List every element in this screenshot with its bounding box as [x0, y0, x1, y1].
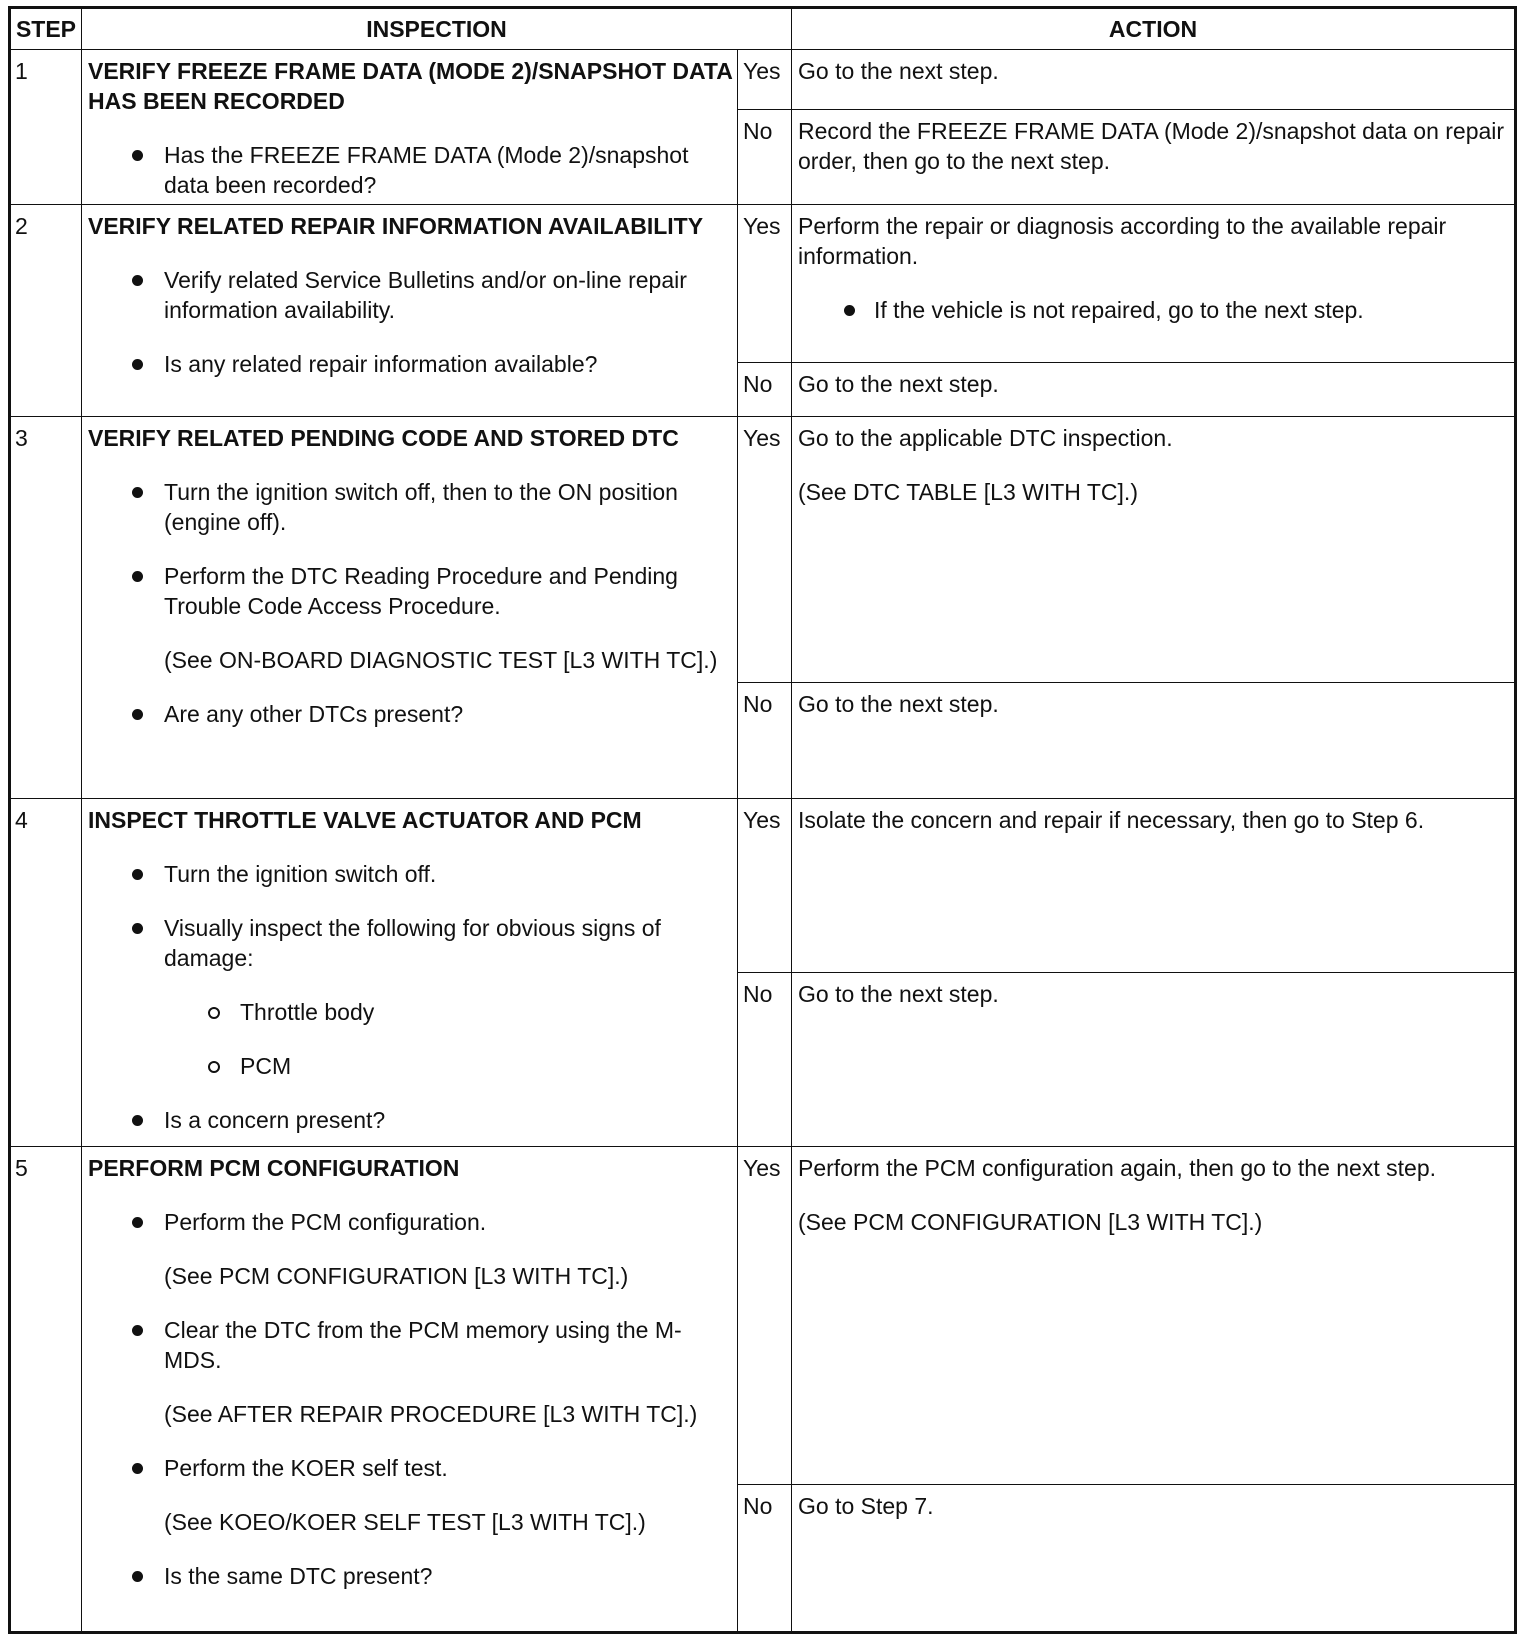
step-title: VERIFY RELATED PENDING CODE AND STORED DTC: [88, 425, 679, 451]
no-label: No: [738, 363, 792, 417]
yes-label: Yes: [738, 205, 792, 363]
yes-action-cell: [792, 417, 1516, 683]
step-5-inspection: [82, 1147, 738, 1633]
yes-action-note: (See PCM CONFIGURATION [L3 WITH TC].): [798, 1209, 1263, 1235]
yes-action-cell: [792, 205, 1516, 363]
no-label: No: [738, 109, 792, 204]
no-action: Go to the next step.: [792, 363, 1516, 417]
step-number: 2: [10, 205, 82, 417]
step-3-inspection: [82, 417, 738, 799]
no-label: No: [738, 973, 792, 1147]
step-number: 5: [10, 1147, 82, 1633]
step-4-yes-row: [10, 799, 1516, 973]
yes-action-note: (See DTC TABLE [L3 WITH TC].): [798, 479, 1138, 505]
inspection-bullet: Turn the ignition switch off.: [88, 859, 732, 889]
step-title: INSPECT THROTTLE VALVE ACTUATOR AND PCM: [88, 807, 642, 833]
step-number: 3: [10, 417, 82, 799]
header-inspection: INSPECTION: [82, 8, 792, 50]
yes-action: Perform the repair or diagnosis according to the available repair information.: [798, 213, 1447, 269]
diagnostic-procedure-table: [8, 6, 1517, 1634]
step-title: PERFORM PCM CONFIGURATION: [88, 1155, 460, 1181]
inspection-note: (See KOEO/KOER SELF TEST [L3 WITH TC].): [164, 1509, 646, 1535]
inspection-bullet: Perform the DTC Reading Procedure and Pending Trouble Code Access Procedure.: [88, 561, 732, 621]
no-action: Record the FREEZE FRAME DATA (Mode 2)/snapshot data on repair order, then go to the next step.: [792, 109, 1516, 204]
header-action: ACTION: [792, 8, 1516, 50]
yes-label: Yes: [738, 417, 792, 683]
step-1-yes-row: [10, 50, 1516, 110]
header-step: STEP: [10, 8, 82, 50]
step-3-yes-row: [10, 417, 1516, 683]
yes-action: Go to the next step.: [792, 50, 1516, 110]
no-action: Go to the next step.: [792, 973, 1516, 1147]
inspection-sub-item: PCM: [88, 1051, 732, 1081]
inspection-note: (See AFTER REPAIR PROCEDURE [L3 WITH TC].): [164, 1401, 698, 1427]
yes-label: Yes: [738, 1147, 792, 1485]
step-2-yes-row: [10, 205, 1516, 363]
step-4-inspection: [82, 799, 738, 1147]
inspection-bullet: Visually inspect the following for obvious signs of damage:: [88, 913, 732, 973]
no-label: No: [738, 1485, 792, 1633]
no-label: No: [738, 683, 792, 799]
inspection-bullet: Is any related repair information available?: [88, 349, 732, 379]
inspection-note: (See ON-BOARD DIAGNOSTIC TEST [L3 WITH TC].): [164, 647, 718, 673]
step-number: 1: [10, 50, 82, 205]
inspection-bullet: Is the same DTC present?: [88, 1561, 732, 1591]
no-action: Go to Step 7.: [792, 1485, 1516, 1633]
step-2-inspection: [82, 205, 738, 417]
yes-action-cell: [792, 1147, 1516, 1485]
inspection-note: (See PCM CONFIGURATION [L3 WITH TC].): [164, 1263, 629, 1289]
step-5-yes-row: [10, 1147, 1516, 1485]
step-title: VERIFY RELATED REPAIR INFORMATION AVAILABILITY: [88, 213, 704, 239]
inspection-bullet: Perform the PCM configuration.: [88, 1207, 732, 1237]
inspection-bullet: Is a concern present?: [88, 1105, 732, 1135]
yes-action: Perform the PCM configuration again, then go to the next step.: [798, 1155, 1436, 1181]
inspection-bullet: Perform the KOER self test.: [88, 1453, 732, 1483]
inspection-bullet: Has the FREEZE FRAME DATA (Mode 2)/snapshot data been recorded?: [88, 140, 732, 200]
inspection-sub-item: Throttle body: [88, 997, 732, 1027]
inspection-bullet: Turn the ignition switch off, then to the ON position (engine off).: [88, 477, 732, 537]
step-1-inspection: [82, 50, 738, 205]
header-row: [10, 8, 1516, 50]
no-action: Go to the next step.: [792, 683, 1516, 799]
inspection-bullet: Verify related Service Bulletins and/or on-line repair information availability.: [88, 265, 732, 325]
yes-action: Isolate the concern and repair if necessary, then go to Step 6.: [792, 799, 1516, 973]
step-number: 4: [10, 799, 82, 1147]
action-bullet: If the vehicle is not repaired, go to the next step.: [798, 295, 1509, 325]
yes-action: Go to the applicable DTC inspection.: [798, 425, 1173, 451]
yes-label: Yes: [738, 50, 792, 110]
inspection-bullet: Clear the DTC from the PCM memory using the M-MDS.: [88, 1315, 732, 1375]
step-title: VERIFY FREEZE FRAME DATA (MODE 2)/SNAPSHOT DATA HAS BEEN RECORDED: [88, 58, 733, 114]
inspection-bullet: Are any other DTCs present?: [88, 699, 732, 729]
yes-label: Yes: [738, 799, 792, 973]
